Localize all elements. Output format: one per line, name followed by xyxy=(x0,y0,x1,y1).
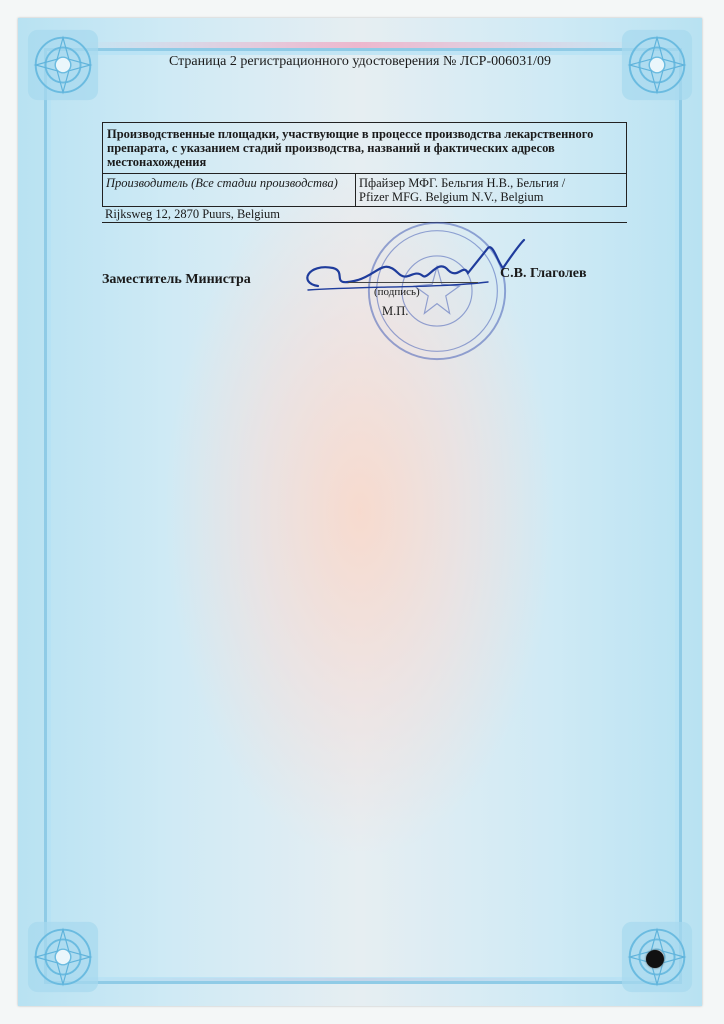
frame-bottom-accent xyxy=(78,978,642,984)
signatory-position: Заместитель Министра xyxy=(102,272,251,287)
manufacturer-name-ru: Пфайзер МФГ. Бельгия Н.В., Бельгия / xyxy=(359,176,566,190)
seal-caption: М.П. xyxy=(382,304,409,318)
corner-rosette-icon xyxy=(24,918,102,996)
manufacturer-name-en: Pfizer MFG. Belgium N.V., Belgium xyxy=(359,190,544,204)
manufacturer-cell xyxy=(356,174,627,207)
production-stage-cell: Производитель (Все стадии производства) xyxy=(103,174,356,207)
punch-hole xyxy=(646,950,664,968)
site-address: Rijksweg 12, 2870 Puurs, Belgium xyxy=(102,205,627,223)
page-title: Страница 2 регистрационного удостоверения № ЛСР-006031/09 xyxy=(168,54,552,69)
signature-caption: (подпись) xyxy=(374,286,420,298)
table-header-cell: Производственные площадки, участвующие в процессе производства лекарственного препарата, с указанием стадий производства, названий и фактических адресов местонахождения xyxy=(103,123,627,174)
frame-top-accent xyxy=(78,42,642,48)
signatory-name: С.В. Глаголев xyxy=(500,266,587,281)
certificate-sheet xyxy=(18,18,702,1006)
table-row xyxy=(103,174,627,207)
signature-line xyxy=(348,282,478,283)
production-sites-table xyxy=(102,122,627,207)
